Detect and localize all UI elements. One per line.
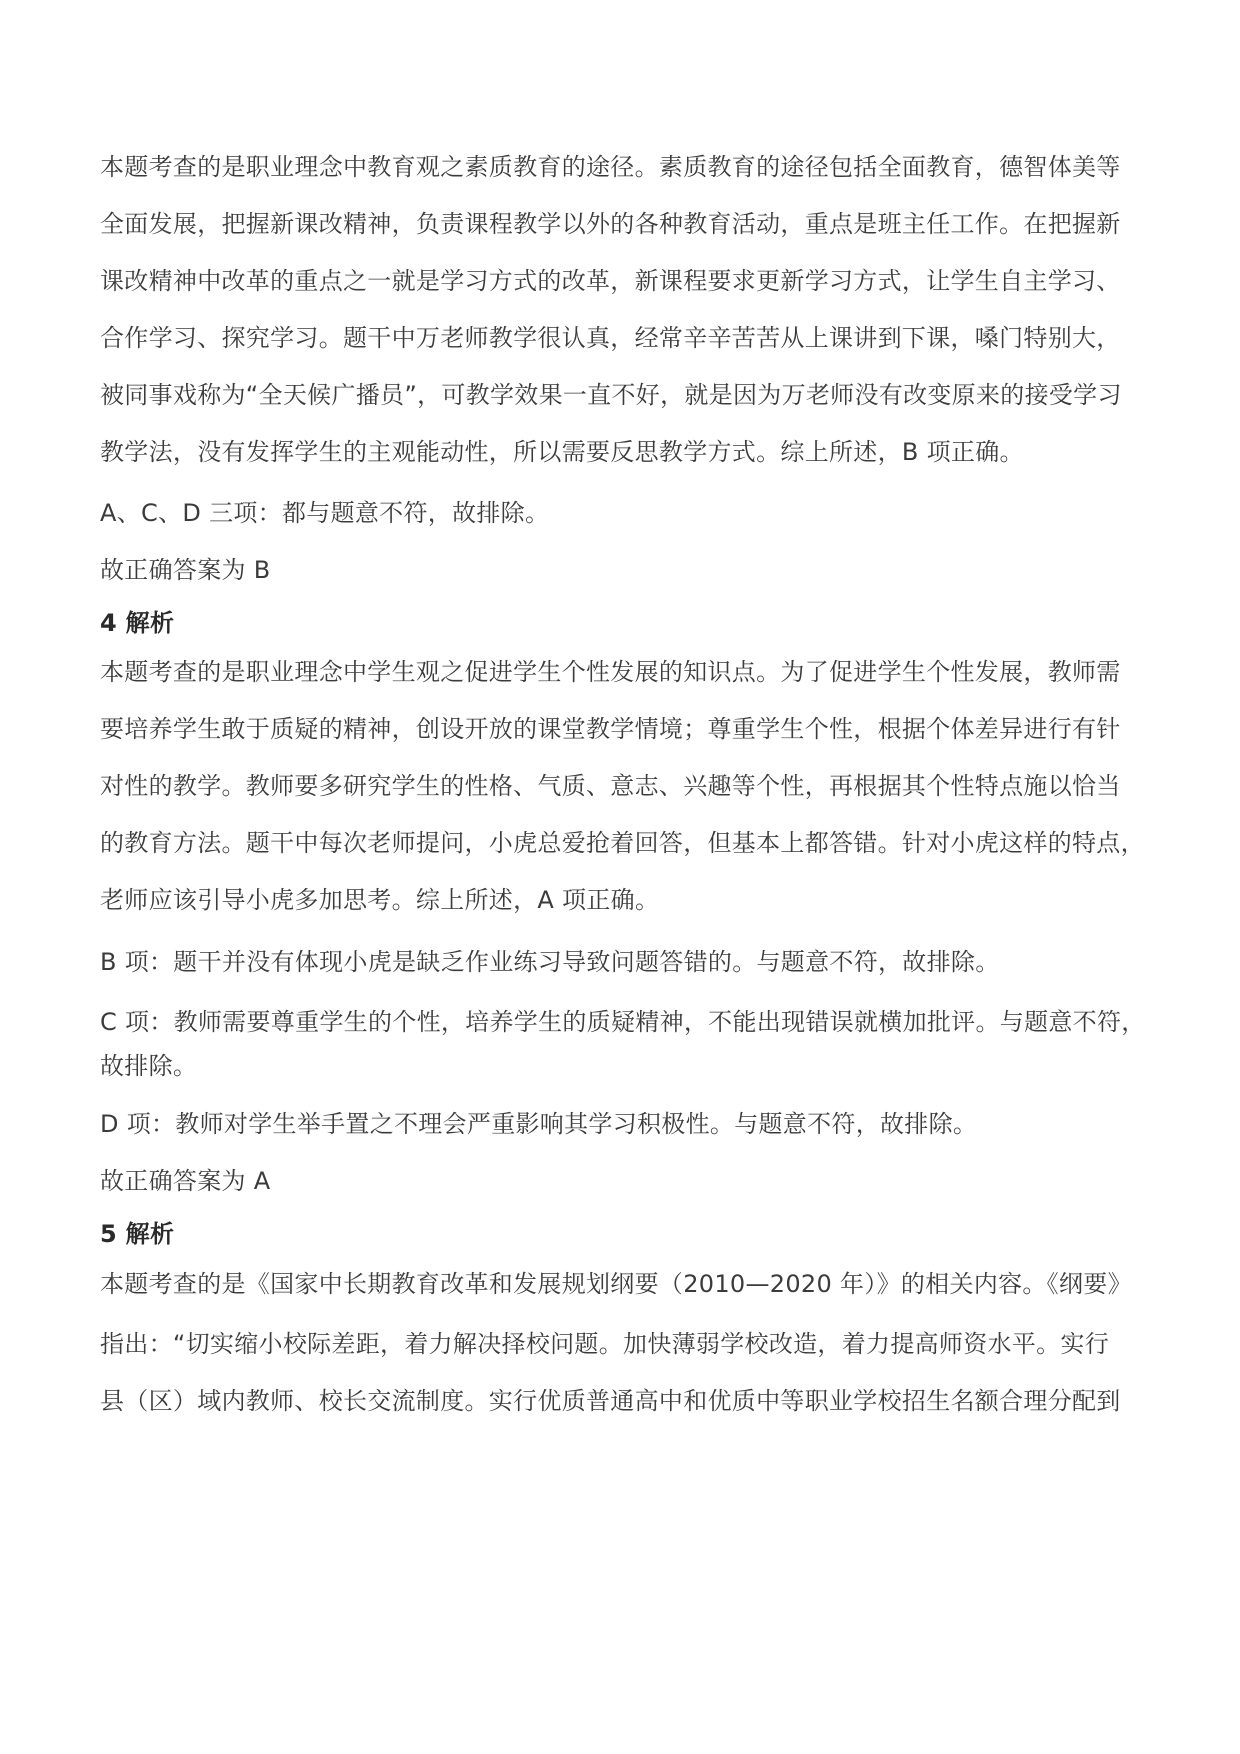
paragraph-line: 要培养学生敢于质疑的精神，创设开放的课堂教学情境；尊重学生个性，根据个体差异进行有针 [100, 715, 1121, 743]
option-note: C 项：教师需要尊重学生的个性，培养学生的质疑精神，不能出现错误就横加批评。与题意不符， [100, 1008, 1146, 1036]
section-heading: 4 解析 [100, 609, 175, 637]
paragraph-line: 全面发展，把握新课改精神，负责课程教学以外的各种教育活动，重点是班主任工作。在把握新 [100, 210, 1121, 238]
answer-line: 故正确答案为 B [100, 556, 271, 584]
paragraph-line: 的教育方法。题干中每次老师提问，小虎总爱抢着回答，但基本上都答错。针对小虎这样的特点， [100, 829, 1145, 857]
section-heading: 5 解析 [100, 1220, 175, 1248]
paragraph-line: 合作学习、探究学习。题干中万老师教学很认真，经常辛辛苦苦从上课讲到下课，嗓门特别大， [100, 324, 1121, 352]
paragraph-line: 教学法，没有发挥学生的主观能动性，所以需要反思教学方式。综上所述，B 项正确。 [100, 438, 1024, 466]
paragraph-line: 县（区）域内教师、校长交流制度。实行优质普通高中和优质中等职业学校招生名额合理分配到 [100, 1387, 1121, 1415]
paragraph-line: 对性的教学。教师要多研究学生的性格、气质、意志、兴趣等个性，再根据其个性特点施以恰当 [100, 772, 1121, 800]
paragraph-line: 课改精神中改革的重点之一就是学习方式的改革，新课程要求更新学习方式，让学生自主学习、 [100, 267, 1121, 295]
paragraph-line: 指出：“切实缩小校际差距，着力解决择校问题。加快薄弱学校改造，着力提高师资水平。实行 [100, 1330, 1110, 1358]
paragraph-line: 本题考查的是《国家中长期教育改革和发展规划纲要（2010—2020 年）》的相关内容。《纲要》 [100, 1270, 1132, 1298]
option-note: B 项：题干并没有体现小虎是缺乏作业练习导致问题答错的。与题意不符，故排除。 [100, 948, 1000, 976]
paragraph-line: 老师应该引导小虎多加思考。综上所述，A 项正确。 [100, 886, 660, 914]
option-note: D 项：教师对学生举手置之不理会严重影响其学习积极性。与题意不符，故排除。 [100, 1110, 978, 1138]
paragraph-line: 被同事戏称为“全天候广播员”，可教学效果一直不好，就是因为万老师没有改变原来的接受学习 [100, 381, 1122, 409]
answer-line: 故正确答案为 A [100, 1167, 271, 1195]
paragraph-line: 本题考查的是职业理念中学生观之促进学生个性发展的知识点。为了促进学生个性发展，教师需 [100, 658, 1121, 686]
paragraph-line: 本题考查的是职业理念中教育观之素质教育的途径。素质教育的途径包括全面教育，德智体美等 [100, 153, 1121, 181]
option-note: A、C、D 三项：都与题意不符，故排除。 [100, 499, 550, 527]
option-note-continued: 故排除。 [100, 1052, 198, 1080]
